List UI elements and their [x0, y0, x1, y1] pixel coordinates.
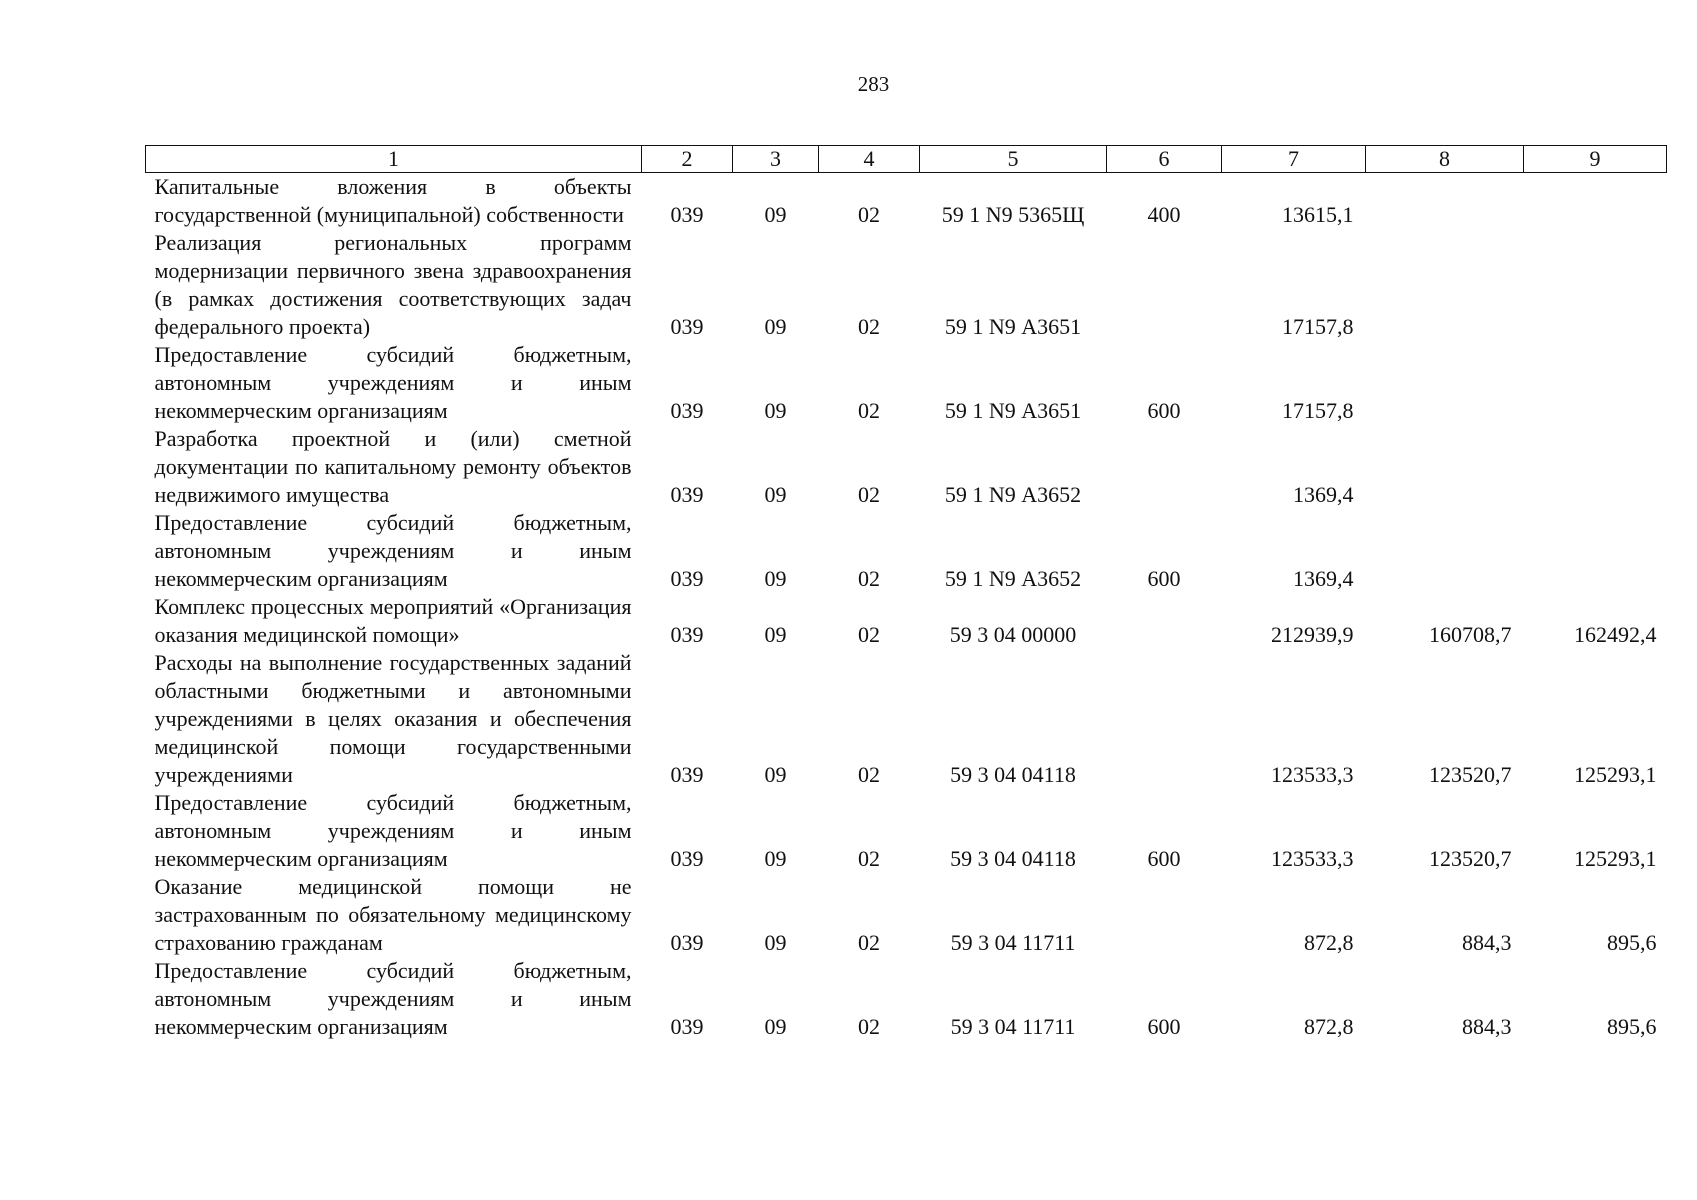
row-amount-1-cell: 17157,8 [1282, 398, 1354, 423]
row-section-cell: 09 [764, 314, 787, 339]
row-expense-type-cell: 600 [1147, 846, 1181, 871]
table-row [146, 229, 1667, 341]
row-amount-1-cell: 123533,3 [1271, 762, 1354, 787]
row-section-cell: 09 [764, 1014, 787, 1039]
row-expense-type-cell: 600 [1147, 566, 1181, 591]
row-name-cell: Предоставление субсидий бюджетным, автономным учреждениям и иным некоммерческим организациям [154, 342, 632, 423]
row-code-cell: 039 [670, 566, 704, 591]
row-code-cell: 039 [670, 202, 704, 227]
row-name-cell: Разработка проектной и (или) сметной документации по капитальному ремонту объектов недвижимого имущества [154, 426, 632, 507]
row-amount-3-cell: 895,6 [1607, 930, 1657, 955]
row-subsection-cell: 02 [858, 314, 880, 339]
row-subsection-cell: 02 [858, 846, 880, 871]
row-target-article-cell: 59 3 04 11711 [950, 930, 1076, 955]
row-amount-2-cell [1366, 425, 1524, 509]
row-expense-type-cell: 600 [1147, 398, 1181, 423]
row-code-cell: 039 [670, 930, 704, 955]
table-row [146, 649, 1667, 789]
row-amount-1-cell: 1369,4 [1293, 482, 1354, 507]
row-amount-2-cell [1366, 341, 1524, 425]
row-section-cell: 09 [764, 762, 787, 787]
table-body [146, 173, 1667, 1042]
row-amount-1-cell: 872,8 [1304, 930, 1354, 955]
row-subsection-cell: 02 [858, 622, 880, 647]
row-expense-type-cell [1107, 425, 1222, 509]
budget-table [145, 145, 1667, 1041]
row-section-cell: 09 [764, 398, 787, 423]
row-amount-2-cell [1366, 509, 1524, 593]
table-row [146, 789, 1667, 873]
row-name-cell: Реализация региональных программ модернизации первичного звена здравоохранения (в рамках достижения соответствующих задач федерального проекта) [154, 230, 632, 339]
row-target-article-cell: 59 3 04 11711 [950, 1014, 1076, 1039]
row-expense-type-cell: 600 [1147, 1014, 1181, 1039]
row-subsection-cell: 02 [858, 398, 880, 423]
table-row [146, 873, 1667, 957]
row-name-cell: Предоставление субсидий бюджетным, автономным учреждениям и иным некоммерческим организациям [154, 510, 632, 591]
row-name-cell: Предоставление субсидий бюджетным, автономным учреждениям и иным некоммерческим организациям [154, 958, 632, 1039]
row-code-cell: 039 [670, 314, 704, 339]
row-code-cell: 039 [670, 762, 704, 787]
table-row [146, 957, 1667, 1041]
row-amount-2-cell: 123520,7 [1429, 846, 1512, 871]
row-section-cell: 09 [764, 846, 787, 871]
row-expense-type-cell: 400 [1147, 202, 1181, 227]
row-section-cell: 09 [764, 202, 787, 227]
row-amount-1-cell: 212939,9 [1271, 622, 1354, 647]
row-target-article-cell: 59 1 N9 А3652 [944, 566, 1082, 591]
column-header: 8 [1366, 146, 1524, 173]
table-row [146, 425, 1667, 509]
column-header: 5 [920, 146, 1107, 173]
row-amount-2-cell: 884,3 [1462, 930, 1512, 955]
row-amount-3-cell [1524, 341, 1667, 425]
row-name-cell: Предоставление субсидий бюджетным, автономным учреждениям и иным некоммерческим организациям [154, 790, 632, 871]
row-code-cell: 039 [670, 622, 704, 647]
row-code-cell: 039 [670, 846, 704, 871]
row-amount-3-cell: 125293,1 [1574, 846, 1657, 871]
row-amount-3-cell: 125293,1 [1574, 762, 1657, 787]
row-target-article-cell: 59 3 04 04118 [950, 846, 1076, 871]
column-header: 4 [819, 146, 920, 173]
row-subsection-cell: 02 [858, 930, 880, 955]
table-row [146, 341, 1667, 425]
column-header: 9 [1524, 146, 1667, 173]
row-amount-2-cell [1366, 229, 1524, 341]
row-name-cell: Расходы на выполнение государственных заданий областными бюджетными и автономными учреждениями в целях оказания и обеспечения медицинской помощи государственными учреждениями [154, 650, 632, 787]
row-target-article-cell: 59 1 N9 5365Щ [941, 202, 1085, 227]
row-subsection-cell: 02 [858, 202, 880, 227]
row-amount-2-cell: 884,3 [1462, 1014, 1512, 1039]
table-header-row [146, 146, 1667, 173]
row-amount-3-cell [1524, 173, 1667, 230]
row-section-cell: 09 [764, 930, 787, 955]
row-code-cell: 039 [670, 398, 704, 423]
row-amount-2-cell: 160708,7 [1429, 622, 1512, 647]
row-subsection-cell: 02 [858, 482, 880, 507]
row-amount-3-cell: 162492,4 [1574, 622, 1657, 647]
row-subsection-cell: 02 [858, 1014, 880, 1039]
row-name-cell: Капитальные вложения в объекты государственной (муниципальной) собственности [154, 174, 632, 227]
row-expense-type-cell [1107, 229, 1222, 341]
row-target-article-cell: 59 1 N9 А3651 [944, 314, 1082, 339]
row-amount-3-cell: 895,6 [1607, 1014, 1657, 1039]
column-header: 1 [146, 146, 642, 173]
table-row [146, 593, 1667, 649]
row-name-cell: Оказание медицинской помощи не застрахованным по обязательному медицинскому страхованию гражданам [154, 874, 632, 955]
row-section-cell: 09 [764, 482, 787, 507]
row-amount-2-cell: 123520,7 [1429, 762, 1512, 787]
column-header: 3 [733, 146, 819, 173]
row-code-cell: 039 [670, 1014, 704, 1039]
row-target-article-cell: 59 1 N9 А3652 [944, 482, 1082, 507]
row-subsection-cell: 02 [858, 762, 880, 787]
row-amount-3-cell [1524, 509, 1667, 593]
table-row [146, 173, 1667, 230]
row-expense-type-cell [1107, 593, 1222, 649]
row-amount-1-cell: 13615,1 [1282, 202, 1354, 227]
row-expense-type-cell [1107, 649, 1222, 789]
row-section-cell: 09 [764, 622, 787, 647]
row-amount-1-cell: 123533,3 [1271, 846, 1354, 871]
row-amount-1-cell: 17157,8 [1282, 314, 1354, 339]
row-expense-type-cell [1107, 873, 1222, 957]
table-row [146, 509, 1667, 593]
column-header: 7 [1222, 146, 1366, 173]
row-target-article-cell: 59 3 04 00000 [949, 622, 1077, 647]
row-section-cell: 09 [764, 566, 787, 591]
row-amount-3-cell [1524, 229, 1667, 341]
row-amount-2-cell [1366, 173, 1524, 230]
row-target-article-cell: 59 3 04 04118 [950, 762, 1076, 787]
row-target-article-cell: 59 1 N9 А3651 [944, 398, 1082, 423]
column-header: 2 [642, 146, 733, 173]
row-name-cell: Комплекс процессных мероприятий «Организация оказания медицинской помощи» [154, 594, 632, 647]
column-header: 6 [1107, 146, 1222, 173]
row-amount-1-cell: 1369,4 [1293, 566, 1354, 591]
row-amount-3-cell [1524, 425, 1667, 509]
row-code-cell: 039 [670, 482, 704, 507]
page-number: 283 [857, 72, 890, 96]
row-amount-1-cell: 872,8 [1304, 1014, 1354, 1039]
row-subsection-cell: 02 [858, 566, 880, 591]
